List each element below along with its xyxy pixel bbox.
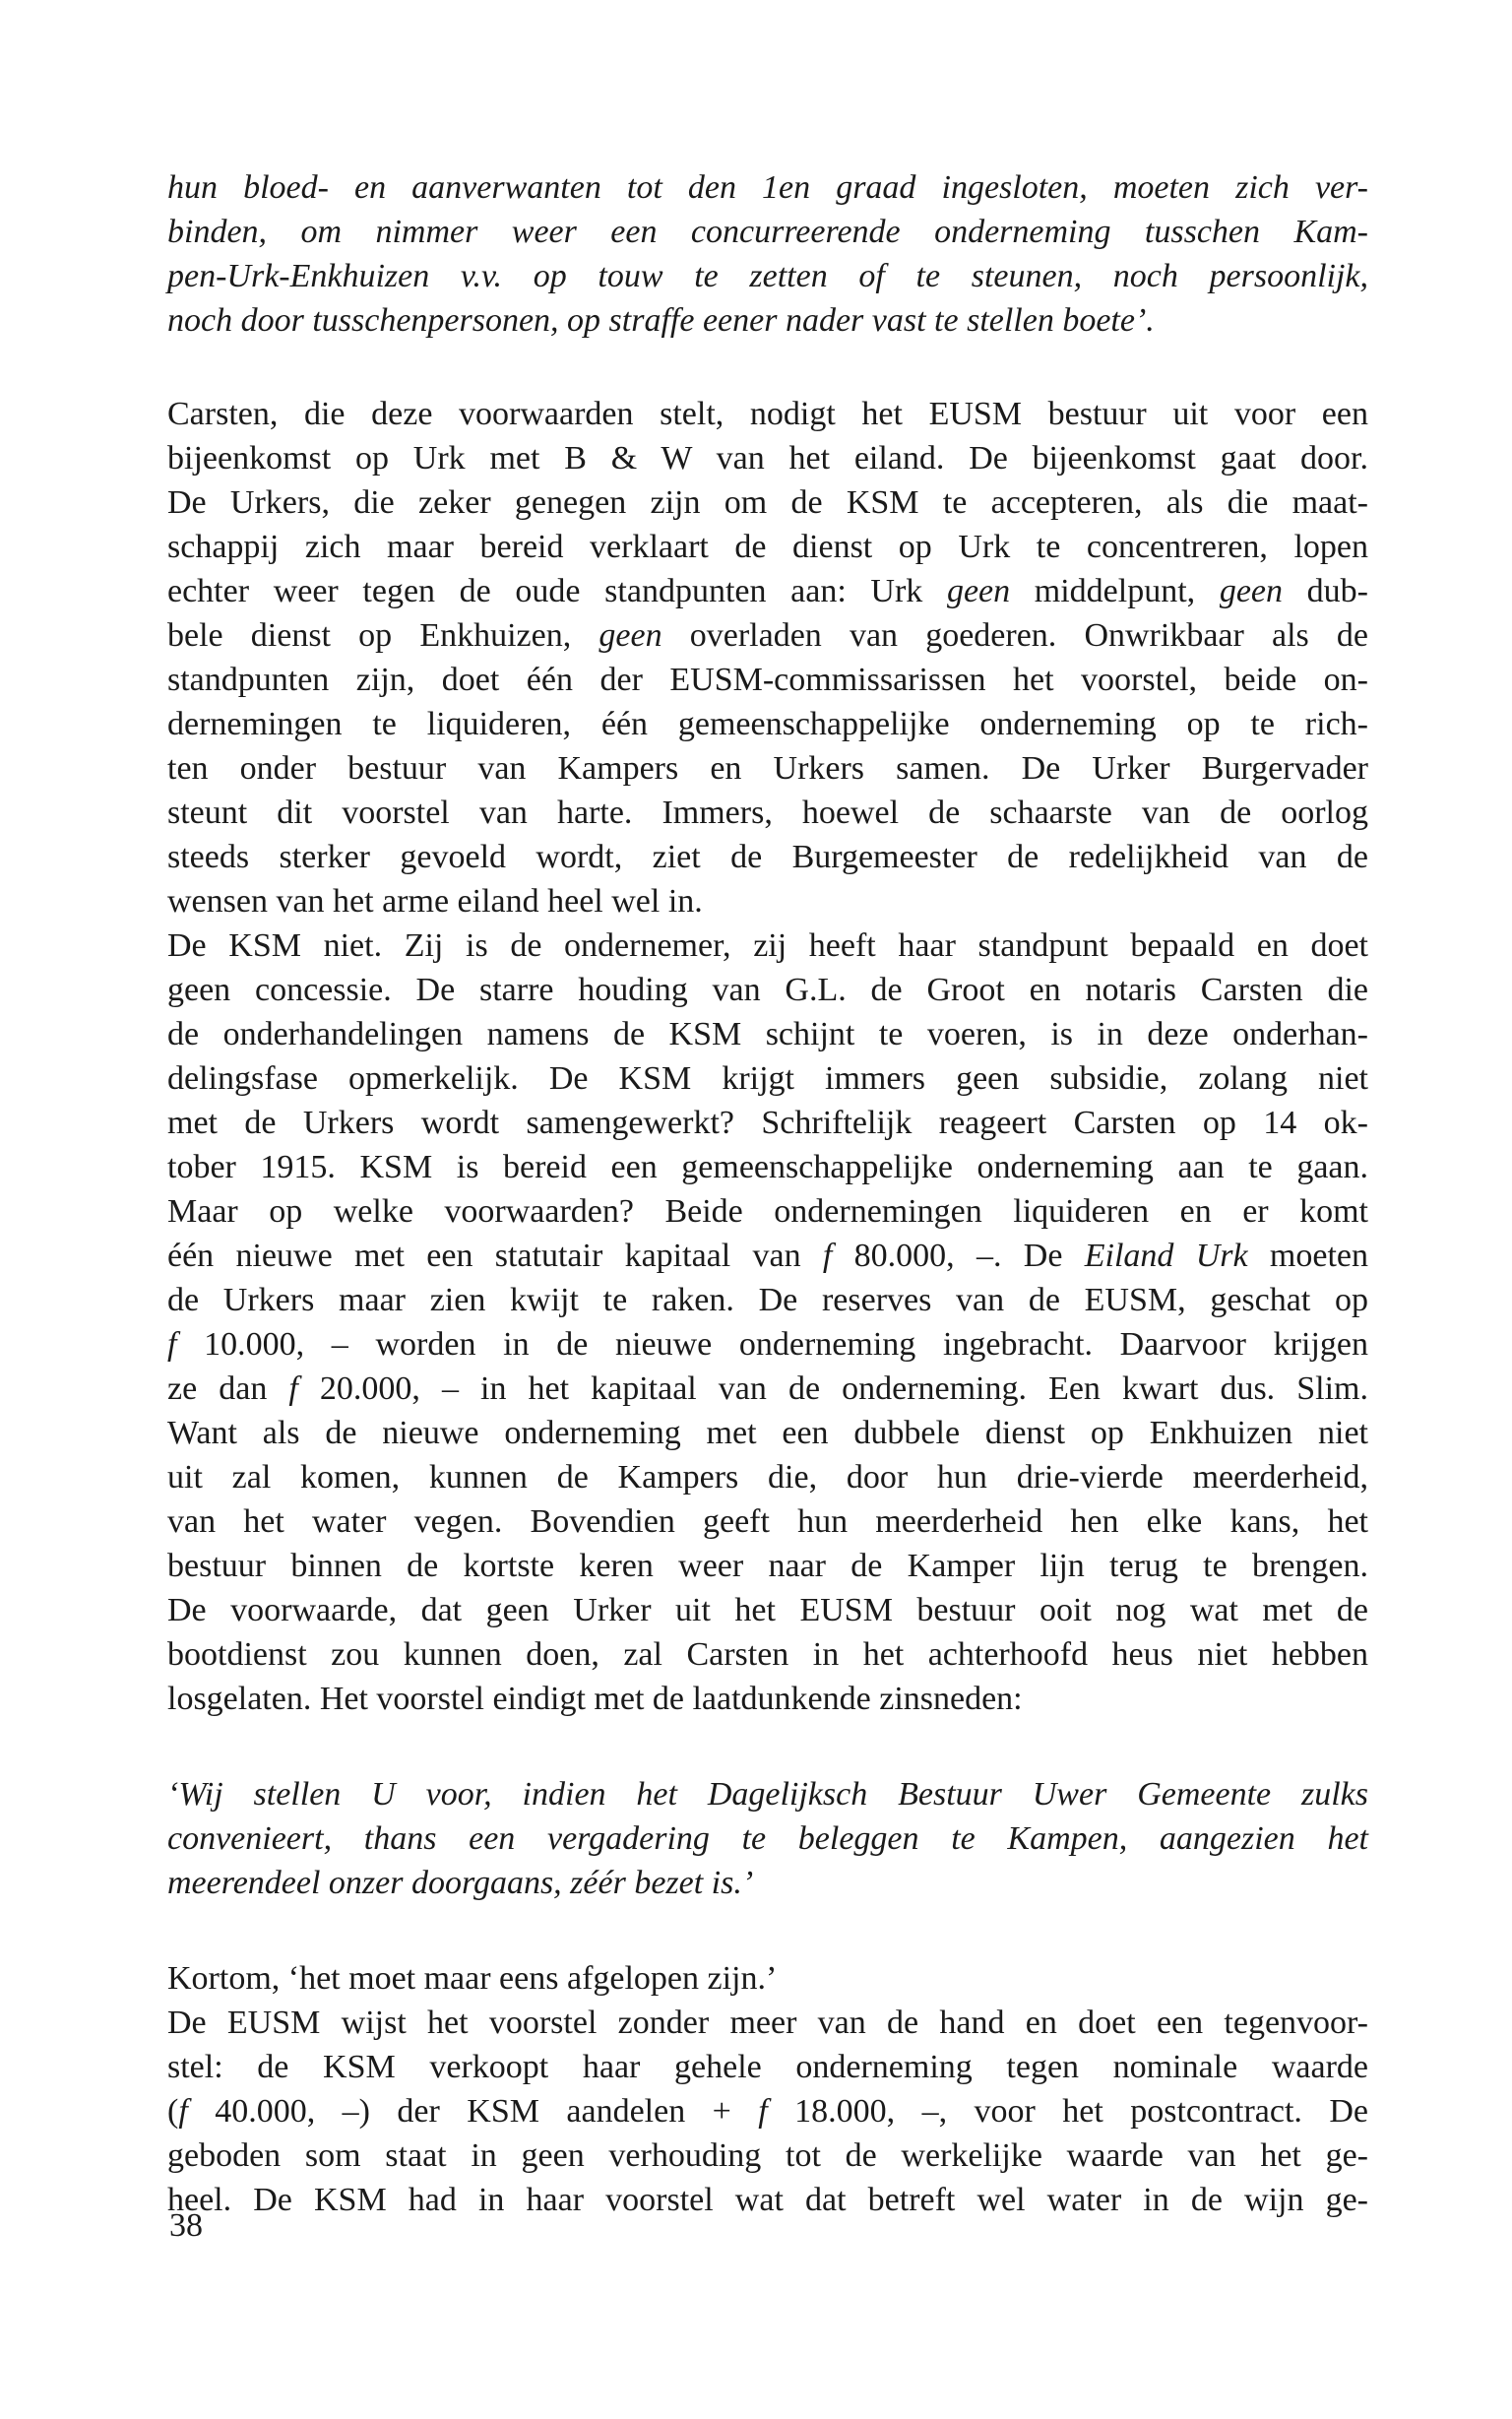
text-line: ten onder bestuur van Kampers en Urkers samen. De Urker Burgervader (167, 750, 1368, 787)
page-body (167, 165, 1368, 2222)
text-line: convenieert, thans een vergadering te beleggen te Kampen, aangezien het (167, 1820, 1368, 1857)
text-line: bijeenkomst op Urk met B & W van het eiland. De bijeenkomst gaat door. (167, 440, 1368, 477)
text-line: Want als de nieuwe onderneming met een dubbele dienst op Enkhuizen niet (167, 1415, 1368, 1451)
text-line: tober 1915. KSM is bereid een gemeenschappelijke onderneming aan te gaan. (167, 1149, 1368, 1185)
quote-block-middle (167, 1772, 1368, 1905)
text-line: bootdienst zou kunnen doen, zal Carsten in het achterhoofd heus niet hebben (167, 1636, 1368, 1673)
text-line: f 10.000, – worden in de nieuwe onderneming ingebracht. Daarvoor krijgen (167, 1326, 1368, 1363)
text-line: De Urkers, die zeker genegen zijn om de KSM te accepteren, als die maat- (167, 484, 1368, 521)
text-line: de onderhandelingen namens de KSM schijnt te voeren, is in deze onderhan- (167, 1016, 1368, 1052)
paragraph-main (167, 392, 1368, 1721)
text-line: Kortom, ‘het moet maar eens afgelopen zijn.’ (167, 1960, 778, 1997)
text-line: schappij zich maar bereid verklaart de dienst op Urk te concentreren, lopen (167, 529, 1368, 565)
text-line: met de Urkers wordt samengewerkt? Schriftelijk reageert Carsten op 14 ok- (167, 1105, 1368, 1141)
text-line: echter weer tegen de oude standpunten aan: Urk geen middelpunt, geen dub- (167, 573, 1368, 609)
text-line: wensen van het arme eiland heel wel in. (167, 883, 703, 920)
text-line: Carsten, die deze voorwaarden stelt, nodigt het EUSM bestuur uit voor een (167, 396, 1368, 432)
text-line: stel: de KSM verkoopt haar gehele onderneming tegen nominale waarde (167, 2049, 1368, 2085)
text-line: binden, om nimmer weer een concurreerende onderneming tusschen Kam- (167, 214, 1368, 250)
text-line: één nieuwe met een statutair kapitaal van f 80.000, –. De Eiland Urk moeten (167, 1238, 1368, 1274)
text-line: steunt dit voorstel van harte. Immers, hoewel de schaarste van de oorlog (167, 795, 1368, 831)
text-line: geboden som staat in geen verhouding tot de werkelijke waarde van het ge- (167, 2137, 1368, 2174)
text-line: Maar op welke voorwaarden? Beide ondernemingen liquideren en er komt (167, 1193, 1368, 1230)
text-line: dernemingen te liquideren, één gemeenschappelijke onderneming op te rich- (167, 706, 1368, 742)
text-line: van het water vegen. Bovendien geeft hun meerderheid hen elke kans, het (167, 1503, 1368, 1540)
page-number: 38 (169, 2207, 203, 2244)
text-line: ze dan f 20.000, – in het kapitaal van de onderneming. Een kwart dus. Slim. (167, 1370, 1368, 1407)
text-line: de Urkers maar zien kwijt te raken. De reserves van de EUSM, geschat op (167, 1282, 1368, 1318)
text-line: De voorwaarde, dat geen Urker uit het EUSM bestuur ooit nog wat met de (167, 1592, 1368, 1628)
text-line: meerendeel onzer doorgaans, zéér bezet is.’ (167, 1865, 754, 1901)
text-line: bele dienst op Enkhuizen, geen overladen van goederen. Onwrikbaar als de (167, 617, 1369, 654)
paragraph-closing (167, 1956, 1368, 2222)
text-line: steeds sterker gevoeld wordt, ziet de Burgemeester de redelijkheid van de (167, 839, 1368, 875)
text-line: De EUSM wijst het voorstel zonder meer van de hand en doet een tegenvoor- (167, 2005, 1368, 2041)
text-line: bestuur binnen de kortste keren weer naar de Kamper lijn terug te brengen. (167, 1548, 1368, 1584)
text-line: geen concessie. De starre houding van G.L. de Groot en notaris Carsten die (167, 972, 1368, 1008)
quote-block-top (167, 165, 1368, 343)
text-line: De KSM niet. Zij is de ondernemer, zij heeft haar standpunt bepaald en doet (167, 927, 1368, 964)
text-line: ‘Wij stellen U voor, indien het Dagelijksch Bestuur Uwer Gemeente zulks (167, 1776, 1368, 1813)
text-line: losgelaten. Het voorstel eindigt met de laatdunkende zinsneden: (167, 1681, 1023, 1717)
text-line: hun bloed- en aanverwanten tot den 1en graad ingesloten, moeten zich ver- (167, 169, 1368, 206)
text-line: heel. De KSM had in haar voorstel wat dat betreft wel water in de wijn ge- (167, 2182, 1368, 2218)
text-line: uit zal komen, kunnen de Kampers die, door hun drie-vierde meerderheid, (167, 1459, 1368, 1496)
text-line: standpunten zijn, doet één der EUSM-commissarissen het voorstel, beide on- (167, 662, 1368, 698)
text-line: noch door tusschenpersonen, op straffe eener nader vast te stellen boete’. (167, 302, 1155, 339)
text-line: delingsfase opmerkelijk. De KSM krijgt immers geen subsidie, zolang niet (167, 1060, 1368, 1097)
text-line: pen-Urk-Enkhuizen v.v. op touw te zetten of te steunen, noch persoonlijk, (167, 258, 1368, 294)
text-line: (f 40.000, –) der KSM aandelen + f 18.000, –, voor het postcontract. De (167, 2093, 1368, 2130)
